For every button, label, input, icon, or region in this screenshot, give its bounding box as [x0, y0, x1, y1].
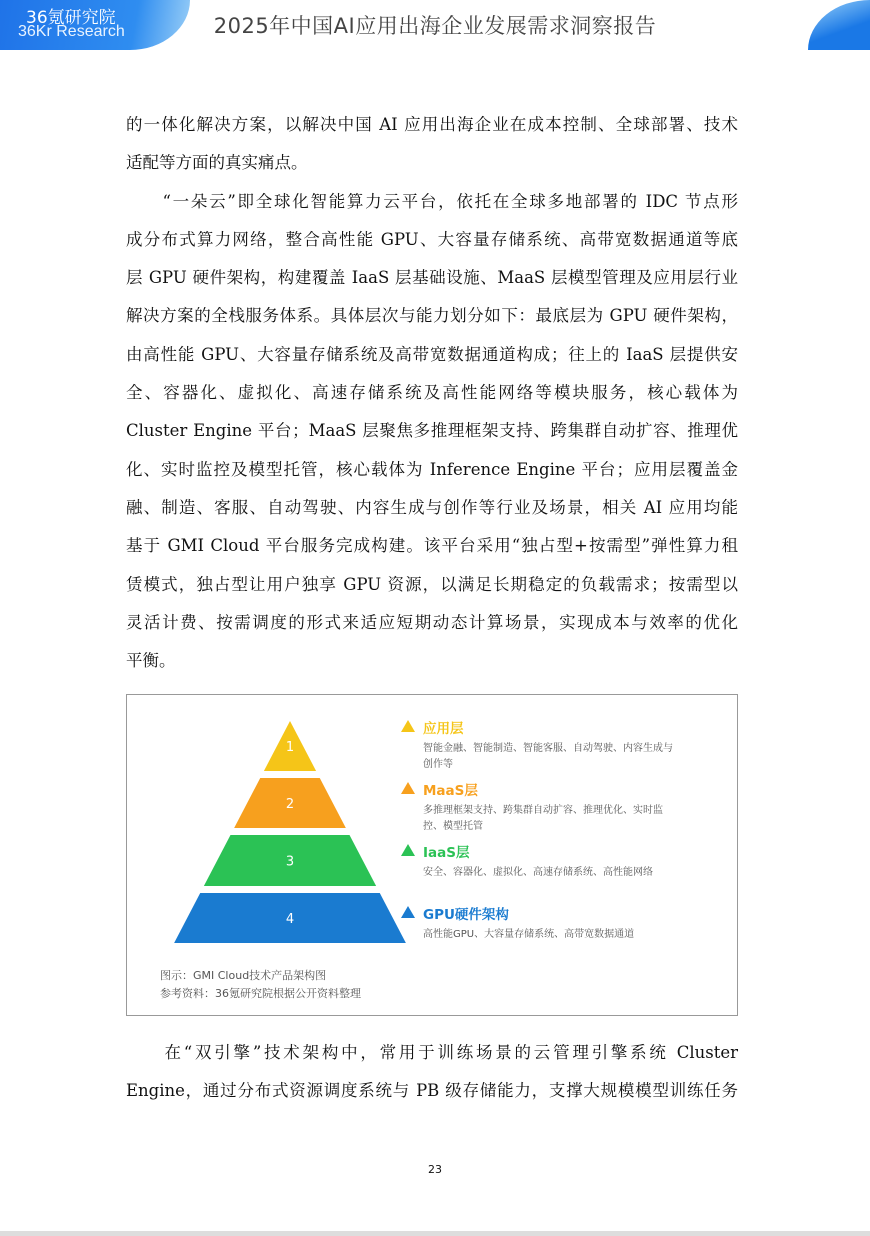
header-decoration: [808, 0, 870, 50]
figure-caption: 图示：GMI Cloud技术产品架构图: [160, 969, 327, 982]
text-line: 灵活计费、按需调度的形式来适应短期动态计算场景，实现成本与效率的优化: [126, 612, 738, 632]
triangle-icon: [401, 720, 415, 732]
pyramid-layer-number: 2: [285, 797, 295, 812]
logo-en: 36Kr Research: [18, 23, 125, 40]
layer-description: 高性能GPU、大容量存储系统、高带宽数据通道: [423, 929, 635, 940]
text-line: 适配等方面的真实痛点。: [126, 153, 308, 173]
text-line: 由高性能 GPU、大容量存储系统及高带宽数据通道构成；往上的 IaaS 层提供安: [126, 344, 738, 364]
pyramid-layer-number: 4: [285, 912, 295, 927]
text-line: 融、制造、客服、自动驾驶、内容生成与创作等行业及场景，相关 AI 应用均能: [126, 497, 738, 517]
text-line: 赁模式，独占型让用户独享 GPU 资源，以满足长期稳定的负载需求；按需型以: [126, 574, 738, 594]
text-line: 成分布式算力网络，整合高性能 GPU、大容量存储系统、高带宽数据通道等底: [126, 229, 738, 249]
architecture-figure: [126, 694, 738, 1016]
text-line: 在“双引擎”技术架构中，常用于训练场景的云管理引擎系统 Cluster: [126, 1043, 738, 1062]
triangle-icon: [401, 906, 415, 918]
text-line: Engine，通过分布式资源调度系统与 PB 级存储能力，支撑大规模模型训练任务: [126, 1081, 738, 1101]
text-line: “一朵云”即全球化智能算力云平台，依托在全球多地部署的 IDC 节点形: [126, 191, 738, 211]
text-line: 全、容器化、虚拟化、高速存储系统及高性能网络等模块服务，核心载体为: [126, 383, 738, 403]
triangle-icon: [401, 844, 415, 856]
pyramid-layer-number: 1: [285, 740, 295, 755]
text-line: 基于 GMI Cloud 平台服务完成构建。该平台采用“独占型+按需型”弹性算力租: [126, 536, 738, 556]
text-line: Cluster Engine 平台；MaaS 层聚焦多推理框架支持、跨集群自动扩容、推理优: [126, 421, 738, 441]
layer-legend-item: [423, 717, 673, 773]
page-number: 23: [428, 1163, 442, 1176]
triangle-icon: [401, 782, 415, 794]
text-line: 的一体化解决方案，以解决中国 AI 应用出海企业在成本控制、全球部署、技术: [126, 115, 738, 134]
page-bottom-edge: [0, 1231, 870, 1236]
body-paragraphs-bottom: [126, 1038, 738, 1115]
body-paragraphs-top: [126, 110, 738, 684]
layer-legend-item: [423, 841, 673, 881]
text-line: 平衡。: [126, 651, 176, 671]
layer-description: 智能金融、智能制造、智能客服、自动驾驶、内容生成与创作等: [423, 743, 673, 770]
logo-cn: 36氪研究院: [26, 8, 116, 28]
figure-source: 参考资料：36氪研究院根据公开资料整理: [160, 987, 361, 1000]
text-line: 化、实时监控及模型托管，核心载体为 Inference Engine 平台；应用层覆盖金: [126, 459, 738, 479]
layer-legend-item: [423, 779, 673, 835]
layer-description: 安全、容器化、虚拟化、高速存储系统、高性能网络: [423, 867, 653, 878]
text-line: 解决方案的全栈服务体系。具体层次与能力划分如下：最底层为 GPU 硬件架构，: [126, 306, 738, 326]
layer-title: 应用层: [423, 721, 464, 737]
text-line: 层 GPU 硬件架构，构建覆盖 IaaS 层基础设施、MaaS 层模型管理及应用层行业: [126, 268, 738, 288]
layer-title: IaaS层: [423, 845, 470, 861]
layer-legend-item: [423, 903, 673, 943]
pyramid-layer-number: 3: [285, 854, 295, 870]
layer-title: GPU硬件架构: [423, 907, 509, 923]
layer-title: MaaS层: [423, 783, 478, 799]
layer-description: 多推理框架支持、跨集群自动扩容、推理优化、实时监控、模型托管: [423, 805, 663, 832]
report-title: 2025年中国AI应用出海企业发展需求洞察报告: [213, 14, 657, 38]
